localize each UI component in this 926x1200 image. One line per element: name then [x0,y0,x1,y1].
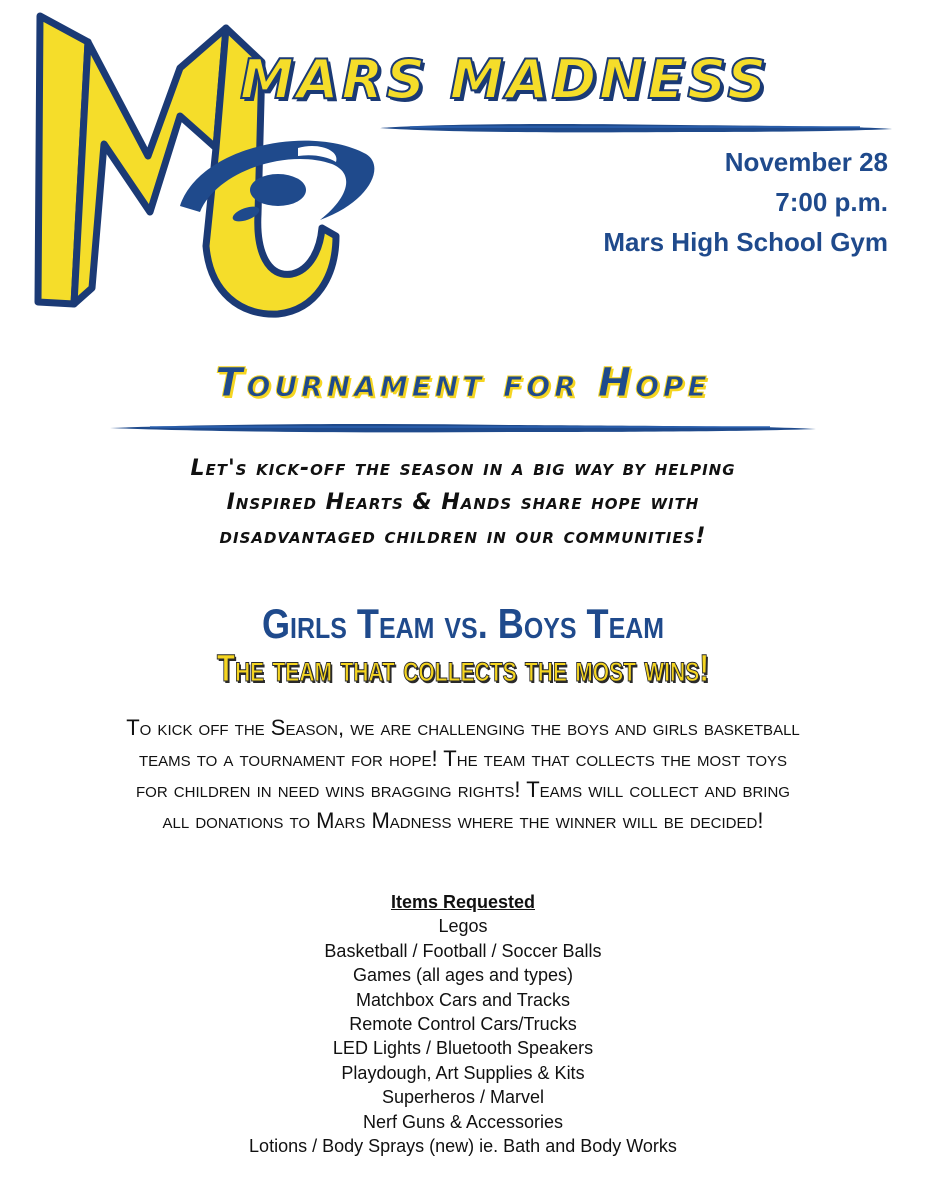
items-heading: Items Requested [390,892,536,912]
intro-text [0,452,926,554]
brush-stroke-divider [110,420,816,436]
list-item: LED Lights / Bluetooth Speakers [332,1038,594,1059]
event-info [603,142,888,262]
body-paragraph [0,712,926,836]
body-line: To kick off the Season, we are challenging the boys and girls basketball [126,715,800,740]
items-list [0,914,926,1158]
intro-line: disadvantaged children in our communities! [219,524,707,549]
list-item: Legos [438,916,488,937]
subtitle: Tournament for Hope [215,360,711,406]
list-item: Matchbox Cars and Tracks [355,989,571,1010]
matchup-heading: Girls Team vs. Boys Team [261,600,665,647]
list-item: Playdough, Art Supplies & Kits [341,1062,585,1083]
intro-line: Inspired Hearts & Hands share hope with [226,490,700,515]
list-item: Lotions / Body Sprays (new) ie. Bath and Body Works [249,1136,677,1157]
tagline: The team that collects the most wins! [216,648,710,690]
list-item: Games (all ages and types) [352,965,574,986]
body-line: teams to a tournament for hope! The team that collects the most toys [138,746,788,771]
event-time: 7:00 p.m. [775,187,888,217]
event-date: November 28 [724,147,888,177]
body-line: all donations to Mars Madness where the winner will be decided! [162,808,764,833]
list-item: Basketball / Football / Soccer Balls [324,940,602,961]
brush-stroke-divider [380,120,892,136]
items-requested [0,890,926,1158]
list-item: Remote Control Cars/Trucks [349,1014,577,1035]
event-location: Mars High School Gym [603,227,888,257]
list-item: Nerf Guns & Accessories [362,1111,564,1132]
event-title: MARS MADNESS [240,48,770,111]
list-item: Superheros / Marvel [381,1087,545,1108]
intro-line: Let's kick-off the season in a big way by helping [190,456,736,481]
body-line: for children in need wins bragging rights! Teams will collect and bring [136,777,790,802]
